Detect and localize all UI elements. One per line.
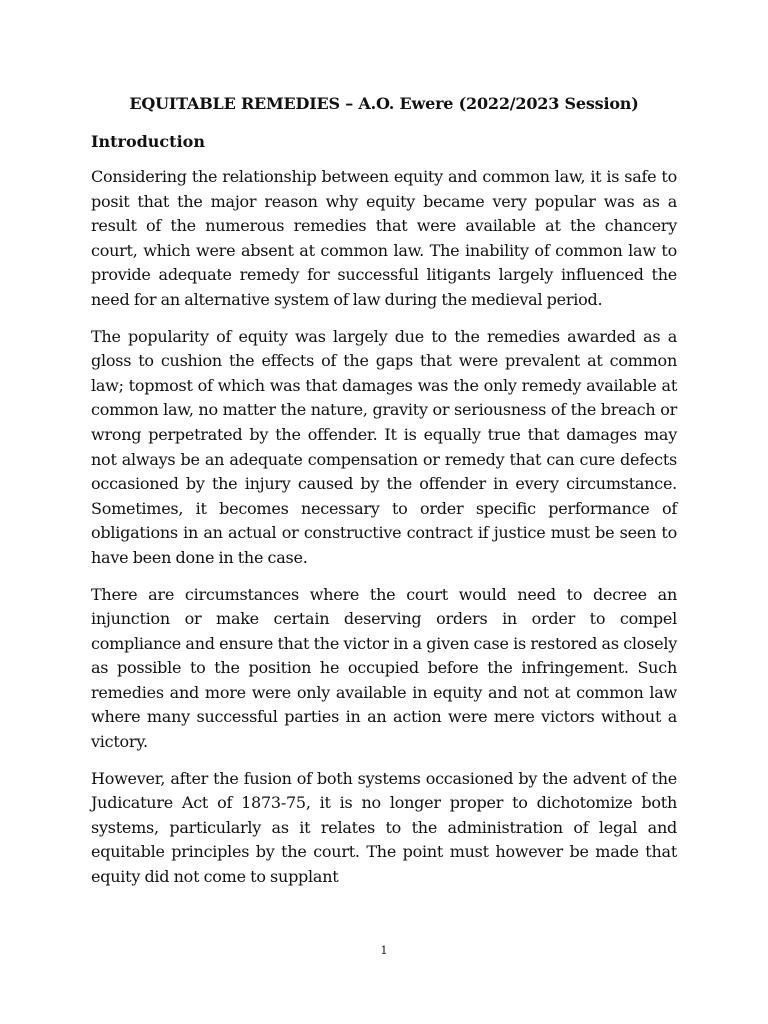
paragraph-3: There are circumstances where the court would need to decree an injunction or make certain deserving orders in order to compel compliance and ensure that the victor in a given case is restored as closely as possible to the position he occupied before the infringement. Such remedies and more were only available in equity and not at common law where many successful parties in an action were mere victors without a victory. xyxy=(91,584,677,752)
paragraph-1: Considering the relationship between equity and common law, it is safe to posit that the major reason why equity became very popular was as a result of the numerous remedies that were available at the chancery court, which were absent at common law. The inability of common law to provide adequate remedy for successful litigants largely influenced the need for an alternative system of law during the medieval period. xyxy=(91,167,677,309)
document-page xyxy=(91,92,677,902)
page-number: 1 xyxy=(380,944,388,957)
paragraph-2: The popularity of equity was largely due to the remedies awarded as a gloss to cushion the effects of the gaps that were prevalent at common law; topmost of which was that damages was the only remedy available at common law, no matter the nature, gravity or seriousness of the breach or wrong perpetrated by the offender. It is equally true that damages may not always be an adequate compensation or remedy that can cure defects occasioned by the injury caused by the offender in every circumstance. Sometimes, it becomes necessary to order specific performance of obligations in an actual or constructive contract if justice must be seen to have been done in the case. xyxy=(91,326,677,567)
document-title: EQUITABLE REMEDIES – A.O. Ewere (2022/2023 Session) xyxy=(129,94,639,113)
paragraph-4: However, after the fusion of both systems occasioned by the advent of the Judicature Act of 1873-75, it is no longer proper to dichotomize both systems, particularly as it relates to the administration of legal and equitable principles by the court. The point must however be made that equity did not come to supplant xyxy=(91,768,677,887)
section-heading: Introduction xyxy=(91,132,205,151)
